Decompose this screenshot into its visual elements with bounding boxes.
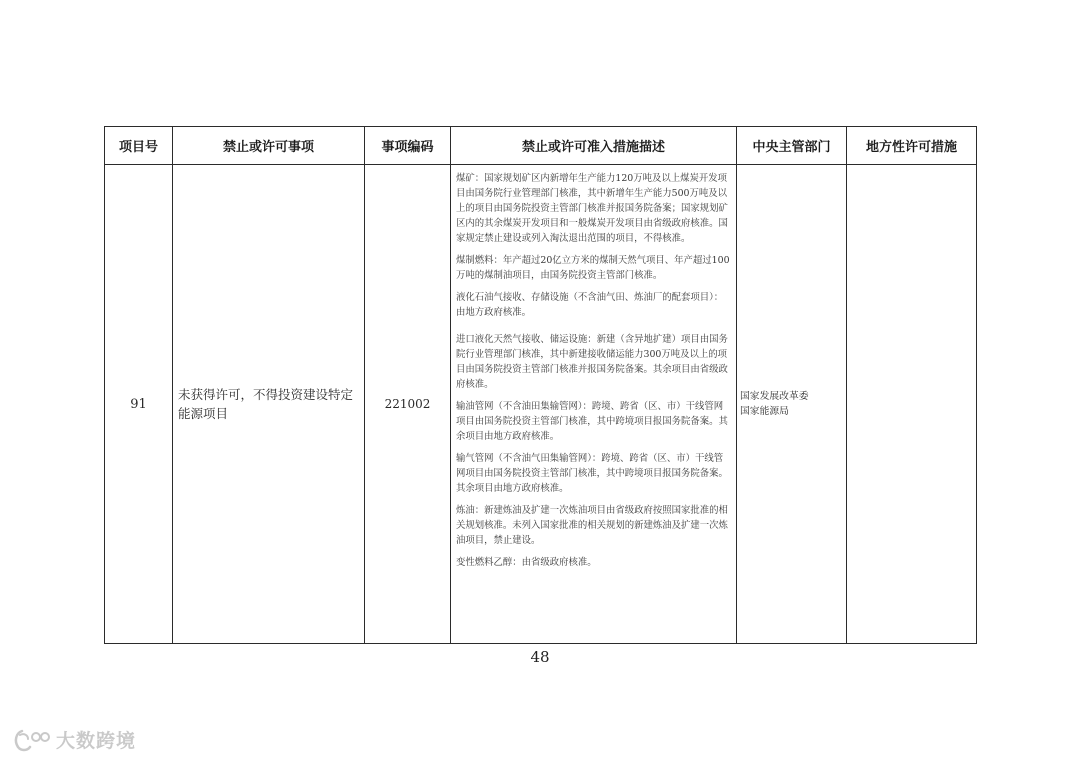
description-refinery: 炼油：新建炼油及扩建一次炼油项目由省级政府按照国家批准的相关规划核准。未列入国家批准的相关规划的新建炼油及扩建一次炼油项目，禁止建设。 — [456, 505, 728, 546]
description-lng: 进口液化天然气接收、储运设施：新建（含异地扩建）项目由国务院行业管理部门核准，其中新建接收储运能力300万吨及以上的项目由国务院投资主管部门核准并报国务院备案。其余项目由省级政府核准。 — [456, 334, 728, 390]
code-cell: 221002 — [365, 165, 451, 644]
watermark-text: 大数跨境 — [56, 730, 137, 752]
header-local-measures: 地方性许可措施 — [847, 127, 977, 165]
description-coal-mine: 煤矿：国家规划矿区内新增年生产能力120万吨及以上煤炭开发项目由国务院行业管理部门核准，其中新增年生产能力500万吨及以上的项目由国务院投资主管部门核准并报国务院备案；国家规划矿区内的其余煤炭开发项目和一般煤炭开发项目由省级政府核准。国家规定禁止建设或列入淘汰退出范围的项目，不得核准。 — [456, 173, 728, 244]
department-nea: 国家能源局 — [740, 406, 789, 417]
header-project-number: 项目号 — [105, 127, 173, 165]
table-row — [105, 165, 977, 644]
description-gas-pipeline: 输气管网（不含油气田集输管网）：跨境、跨省（区、市）干线管网项目由国务院投资主管部门核准，其中跨境项目报国务院备案。其余项目由地方政府核准。 — [456, 453, 728, 494]
department-ndrc: 国家发展改革委 — [740, 391, 809, 402]
description-cell — [451, 165, 737, 644]
page-number: 48 — [530, 648, 550, 666]
local-measures-cell — [847, 165, 977, 644]
permit-table — [104, 126, 977, 644]
description-lpg: 液化石油气接收、存储设施（不含油气田、炼油厂的配套项目）：由地方政府核准。 — [456, 292, 724, 318]
description-coal-fuel: 煤制燃料：年产超过20亿立方米的煤制天然气项目、年产超过100万吨的煤制油项目，由国务院投资主管部门核准。 — [456, 255, 730, 281]
header-department: 中央主管部门 — [737, 127, 847, 165]
watermark-logo-icon — [12, 727, 52, 753]
description-ethanol: 变性燃料乙醇：由省级政府核准。 — [456, 557, 597, 568]
header-description: 禁止或许可准入措施描述 — [451, 127, 737, 165]
header-code: 事项编码 — [365, 127, 451, 165]
department-cell — [737, 165, 847, 644]
header-item: 禁止或许可事项 — [173, 127, 365, 165]
watermark — [12, 726, 136, 753]
table-header-row — [105, 127, 977, 165]
project-number-cell: 91 — [105, 165, 173, 644]
item-cell: 未获得许可，不得投资建设特定能源项目 — [173, 165, 365, 644]
description-oil-pipeline: 输油管网（不含油田集输管网）：跨境、跨省（区、市）干线管网项目由国务院投资主管部门核准，其中跨境项目报国务院备案。其余项目由地方政府核准。 — [456, 401, 728, 442]
